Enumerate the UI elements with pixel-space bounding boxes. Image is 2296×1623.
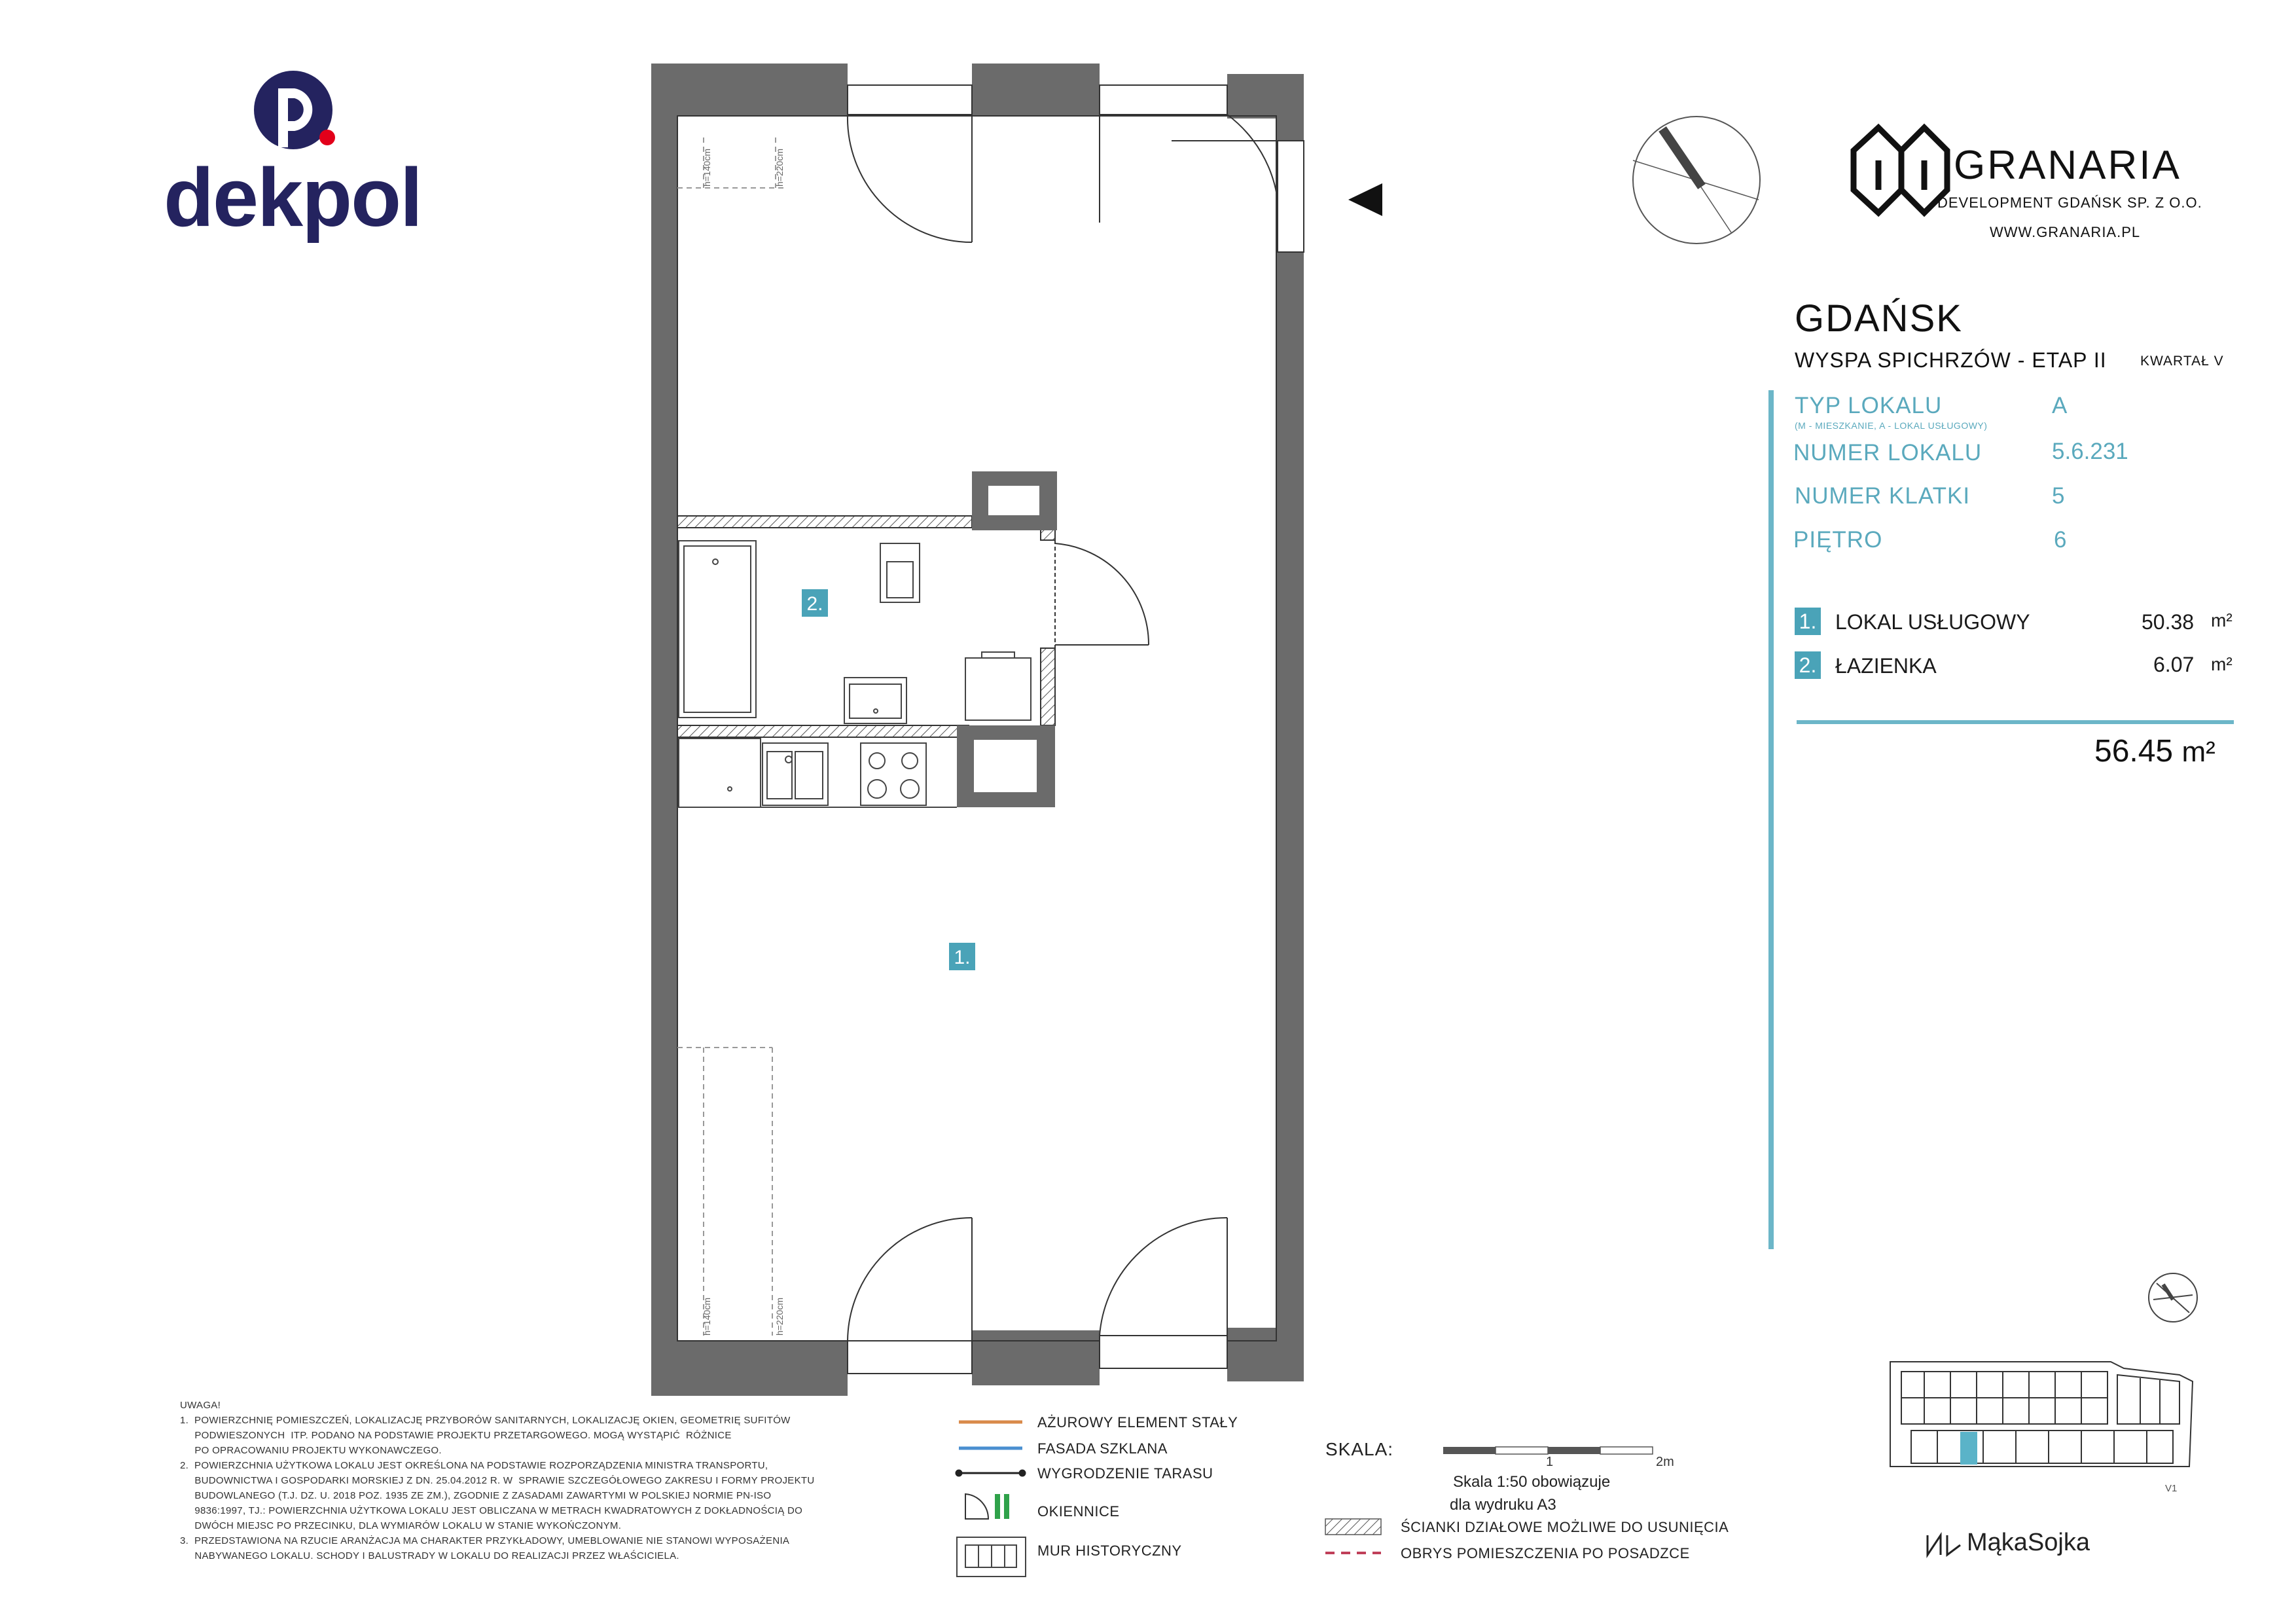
bathtub-inner xyxy=(684,546,751,712)
h220-top-label: h=220cm xyxy=(774,149,785,187)
notes-line-4: 2. POWIERZCHNIA UŻYTKOWA LOKALU JEST OKREŚLONA NA PODSTAWIE ROZPORZĄDZENIA MINISTRA TRANSPORTU, xyxy=(180,1460,768,1471)
notes-line-1: 1. POWIERZCHNIĘ POMIESZCZEŃ, LOKALIZACJĘ PRZYBORÓW SANITARNYCH, LOKALIZACJĘ OKIEN, GEOMETRIĘ SUFITÓW xyxy=(180,1415,791,1426)
toilet-bowl xyxy=(887,562,913,598)
granaria-subtitle: DEVELOPMENT GDAŃSK SP. Z O.O. xyxy=(1937,194,2202,211)
room-row-1 xyxy=(1795,608,2236,636)
compass-icon xyxy=(1633,117,1760,244)
type-value: A xyxy=(2052,393,2068,418)
floor-value: 6 xyxy=(2054,527,2067,553)
legend-label-fasada: FASADA SZKLANA xyxy=(1037,1440,1168,1457)
granaria-url: WWW.GRANARIA.PL xyxy=(1990,224,2141,240)
shaft-bottom-inner xyxy=(974,740,1037,792)
room-row-2 xyxy=(1795,651,2236,680)
legend-label-azur: AŻUROWY ELEMENT STAŁY xyxy=(1037,1414,1238,1431)
h140-bottom-label: h=140cm xyxy=(702,1298,712,1336)
wall-bottom-2 xyxy=(972,1330,1100,1385)
project-name: WYSPA SPICHRZÓW - ETAP II xyxy=(1795,348,2107,372)
bathroom-door xyxy=(1055,540,1149,648)
fridge xyxy=(679,739,761,807)
type-label: TYP LOKALU xyxy=(1795,393,1943,418)
room-row-2-area: 6.07 xyxy=(2153,653,2195,676)
number-label: NUMER LOKALU xyxy=(1793,440,1982,465)
ceiling-zone-bottom xyxy=(677,1048,772,1336)
dekpol-logo-icon xyxy=(254,71,335,149)
wall-bottom-3 xyxy=(1227,1328,1304,1381)
total-area xyxy=(2094,733,2215,769)
city-title: GDAŃSK xyxy=(1795,297,1963,340)
accent-bar xyxy=(1768,390,1774,1249)
h220-bottom-label: h=220cm xyxy=(774,1298,785,1336)
notes-line-3: PO OPRACOWANIU PROJEKTU WYKONAWCZEGO. xyxy=(180,1445,442,1456)
entrance-arrow-icon xyxy=(1348,183,1382,216)
kitchen xyxy=(677,739,957,807)
room-row-1-name: LOKAL USŁUGOWY xyxy=(1835,610,2030,634)
version-label: V1 xyxy=(2165,1483,2178,1494)
scale-tick-2: 2m xyxy=(1656,1455,1674,1469)
door-top-left xyxy=(848,85,972,242)
legend-label-mur: MUR HISTORYCZNY xyxy=(1037,1542,1182,1559)
site-key-map xyxy=(1890,1362,2193,1467)
door-bottom-right xyxy=(1100,1218,1227,1368)
room-row-2-num: 2. xyxy=(1795,651,1821,679)
notes-line-7: 9836:1997, TJ.: POWIERZCHNIA UŻYTKOWA LOKALU JEST OBLICZANA W METRACH KWADRATOWYCH Z DOKŁADNOŚCIĄ DO xyxy=(180,1505,803,1516)
floor-label: PIĘTRO xyxy=(1793,527,1883,553)
notes-line-10: NABYWANEGO LOKALU. SCHODY I BALUSTRADY W LOKALU DO REALIZACJI PRZEZ WŁAŚCICIELA. xyxy=(180,1550,679,1561)
shaft-top-inner xyxy=(988,486,1039,515)
scale-note-1: Skala 1:50 obowiązuje xyxy=(1453,1473,1611,1491)
door-bottom-left xyxy=(848,1218,972,1374)
architect-name: MąkaSojka xyxy=(1967,1529,2090,1556)
legend-label-hatch: ŚCIANKI DZIAŁOWE MOŻLIWE DO USUNIĘCIA xyxy=(1401,1519,1729,1535)
number-value: 5.6.231 xyxy=(2052,439,2128,464)
total-area-unit: m² xyxy=(2181,736,2215,768)
h140-top-label: h=140cm xyxy=(702,149,712,187)
wall-left xyxy=(651,64,677,1396)
partition-top xyxy=(677,516,972,528)
wall-top-1 xyxy=(651,64,848,116)
notes-title: UWAGA! xyxy=(180,1400,221,1411)
room1-label: 1. xyxy=(954,947,971,968)
scale-note-2: dla wydruku A3 xyxy=(1450,1496,1556,1514)
wall-right xyxy=(1276,252,1304,1381)
wall-top-3 xyxy=(1227,74,1304,119)
makasojka-logo-icon xyxy=(1928,1535,1960,1555)
notes-line-9: 3. PRZEDSTAWIONA NA RZUCIE ARANŻACJA MA CHARAKTER PRZYKŁADOWY, UMEBLOWANIE NIE STANOWI WYPOSAŻENIA xyxy=(180,1535,790,1546)
legend-swatch-okiennice xyxy=(965,1494,1009,1519)
room-row-2-name: ŁAZIENKA xyxy=(1835,654,1937,678)
small-compass-icon xyxy=(2149,1273,2197,1322)
legend-label-dashed: OBRYS POMIESZCZENIA PO POSADZCE xyxy=(1401,1545,1690,1561)
notes-line-2: PODWIESZONYCH ITP. PODANO NA PODSTAWIE PROJEKTU PRZETARGOWEGO. MOGĄ WYSTĄPIĆ RÓŻNICE xyxy=(180,1430,732,1441)
type-note: (M - MIESZKANIE, A - LOKAL USŁUGOWY) xyxy=(1795,420,1988,431)
legend-label-wygrodzenie: WYGRODZENIE TARASU xyxy=(1037,1465,1213,1482)
washing-machine xyxy=(965,658,1031,720)
side-window xyxy=(1278,141,1304,252)
room-row-1-unit: m² xyxy=(2211,610,2233,630)
legend-swatch-wygrodzenie xyxy=(956,1470,1025,1476)
total-area-value: 56.45 xyxy=(2094,734,2174,769)
legend-swatch-mur xyxy=(957,1537,1026,1577)
legend-swatch-hatch xyxy=(1325,1519,1381,1535)
room-row-2-unit: m² xyxy=(2211,654,2233,674)
bathroom-partitions xyxy=(677,516,1055,737)
scale-label: SKALA: xyxy=(1325,1439,1394,1459)
granaria-wordmark: GRANARIA xyxy=(1954,143,2181,188)
quarter-label: KWARTAŁ V xyxy=(2140,354,2224,369)
scale-tick-1: 1 xyxy=(1546,1455,1554,1469)
staircase-value: 5 xyxy=(2052,483,2065,509)
total-divider xyxy=(1797,720,2234,724)
notes-line-8: DWÓCH MIEJSC PO PRZECINKU, DLA WYMIARÓW LOKALU W STANIE WYKOŃCZONYM. xyxy=(180,1520,622,1531)
wall-bottom-1 xyxy=(651,1341,848,1396)
partition-right xyxy=(1041,648,1055,725)
room-row-1-area: 50.38 xyxy=(2142,610,2195,634)
ceiling-zone-top xyxy=(677,137,785,188)
notes-block xyxy=(180,1398,926,1563)
dekpol-wordmark: dekpol xyxy=(164,151,422,244)
bathtub xyxy=(679,541,756,718)
wall-top-2 xyxy=(972,64,1100,116)
room-row-1-num: 1. xyxy=(1795,608,1821,635)
notes-line-5: BUDOWNICTWA I GOSPODARKI MORSKIEJ Z DN. 25.04.2012 R. W SPRAWIE SZCZEGÓŁOWEGO ZAKRESU I FORMY PROJEKTU xyxy=(180,1475,815,1486)
bathroom-fixtures xyxy=(679,541,1031,723)
room2-label: 2. xyxy=(806,593,823,615)
granaria-logo-icon xyxy=(1854,128,1947,213)
site-key-highlight xyxy=(1960,1432,1977,1465)
legend-label-okiennice: OKIENNICE xyxy=(1037,1503,1120,1520)
scale-bar xyxy=(1443,1447,1653,1454)
notes-line-6: BUDOWLANEGO (T.J. DZ. U. 2018 POZ. 1935 ZE ZM.), ZGODNIE Z ZASADAMI ZAWARTYMI W POLSKIEJ NORMIE PN-ISO xyxy=(180,1490,772,1501)
staircase-label: NUMER KLATKI xyxy=(1795,483,1971,509)
partition-bottom xyxy=(677,725,969,737)
